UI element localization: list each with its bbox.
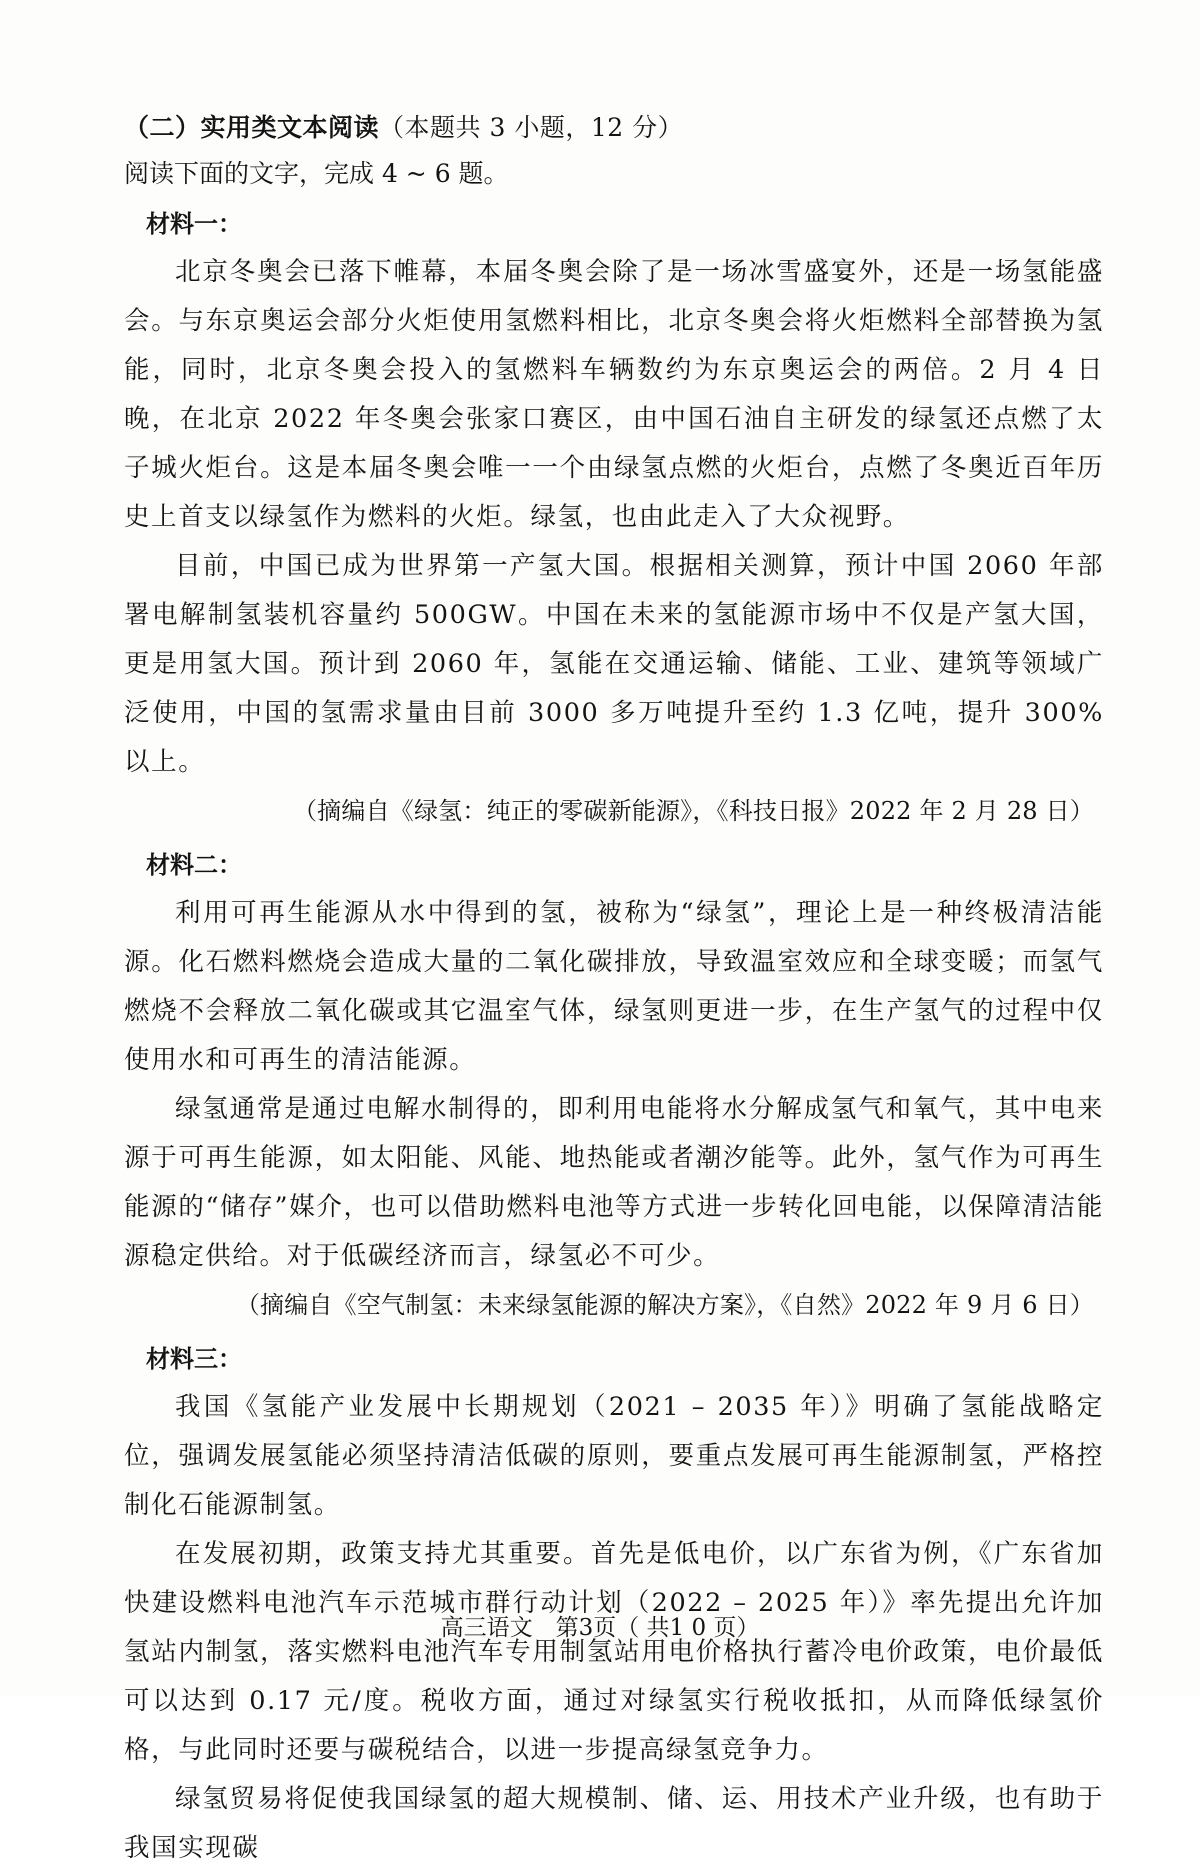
page-footer: 高三语文 第3页（ 共1 0 页） <box>440 1615 760 1641</box>
material-2-label: 材料二： <box>146 851 242 879</box>
material-1-label: 材料一： <box>146 210 242 238</box>
section-heading-title: （二）实用类文本阅读 <box>124 113 380 142</box>
material-1-source: （摘编自《绿氢：纯正的零碳新能源》，《科技日报》2022 年 2 月 28 日） <box>292 797 1094 825</box>
section-heading-score: （本题共 3 小题，12 分） <box>379 113 684 142</box>
material-2-paragraph-2: 绿氢通常是通过电解水制得的，即利用电能将水分解成氢气和氧气，其中电来源于可再生能源，如太阳能、风能、地热能或者潮汐能等。此外，氢气作为可再生能源的“储存”媒介，也可以借助燃料电池等方式进一步转化回电能，以保障清洁能源稳定供给。对于低碳经济而言，绿氢必不可少。 <box>124 1094 1104 1271</box>
material-2-paragraph-1: 利用可再生能源从水中得到的氢，被称为“绿氢”，理论上是一种终极清洁能源。化石燃料燃烧会造成大量的二氧化碳排放，导致温室效应和全球变暖；而氢气燃烧不会释放二氧化碳或其它温室气体，绿氢则更进一步，在生产氢气的过程中仅使用水和可再生的清洁能源。 <box>124 898 1104 1075</box>
section-heading <box>124 108 1104 148</box>
reading-instruction: 阅读下面的文字，完成 4 ~ 6 题。 <box>124 159 509 188</box>
material-3-label: 材料三： <box>146 1345 242 1373</box>
material-3-paragraph-3: 绿氢贸易将促使我国绿氢的超大规模制、储、运、用技术产业升级，也有助于我国实现碳 <box>124 1784 1104 1863</box>
material-1-paragraph-2: 目前，中国已成为世界第一产氢大国。根据相关测算，预计中国 2060 年部署电解制氢装机容量约 500GW。中国在未来的氢能源市场中不仅是产氢大国，更是用氢大国。预计到 2060 年，氢能在交通运输、储能、工业、建筑等领域广泛使用，中国的氢需求量由目前 3000 多万吨提升至约 1.3 亿吨，提升 300% 以上。 <box>124 551 1104 777</box>
material-3-paragraph-2: 在发展初期，政策支持尤其重要。首先是低电价，以广东省为例，《广东省加快建设燃料电池汽车示范城市群行动计划（2022 – 2025 年）》率先提出允许加氢站内制氢，落实燃料电池汽车专用制氢站用电价格执行蓄冷电价政策，电价最低可以达到 0.17 元/度。税收方面，通过对绿氢实行税收抵扣，从而降低绿氢价格，与此同时还要与碳税结合，以进一步提高绿氢竞争力。 <box>124 1539 1104 1765</box>
reading-section <box>124 108 1104 1873</box>
material-2-source: （摘编自《空气制氢：未来绿氢能源的解决方案》，《自然》2022 年 9 月 6 日） <box>235 1291 1094 1319</box>
material-1-paragraph-1: 北京冬奥会已落下帷幕，本届冬奥会除了是一场冰雪盛宴外，还是一场氢能盛会。与东京奥运会部分火炬使用氢燃料相比，北京冬奥会将火炬燃料全部替换为氢能，同时，北京冬奥会投入的氢燃料车辆数约为东京奥运会的两倍。2 月 4 日晚，在北京 2022 年冬奥会张家口赛区，由中国石油自主研发的绿氢还点燃了太子城火炬台。这是本届冬奥会唯一一个由绿氢点燃的火炬台，点燃了冬奥近百年历史上首支以绿氢作为燃料的火炬。绿氢，也由此走入了大众视野。 <box>124 257 1104 532</box>
material-3-paragraph-1: 我国《氢能产业发展中长期规划（2021 – 2035 年）》明确了氢能战略定位，强调发展氢能必须坚持清洁低碳的原则，要重点发展可再生能源制氢，严格控制化石能源制氢。 <box>124 1392 1104 1520</box>
